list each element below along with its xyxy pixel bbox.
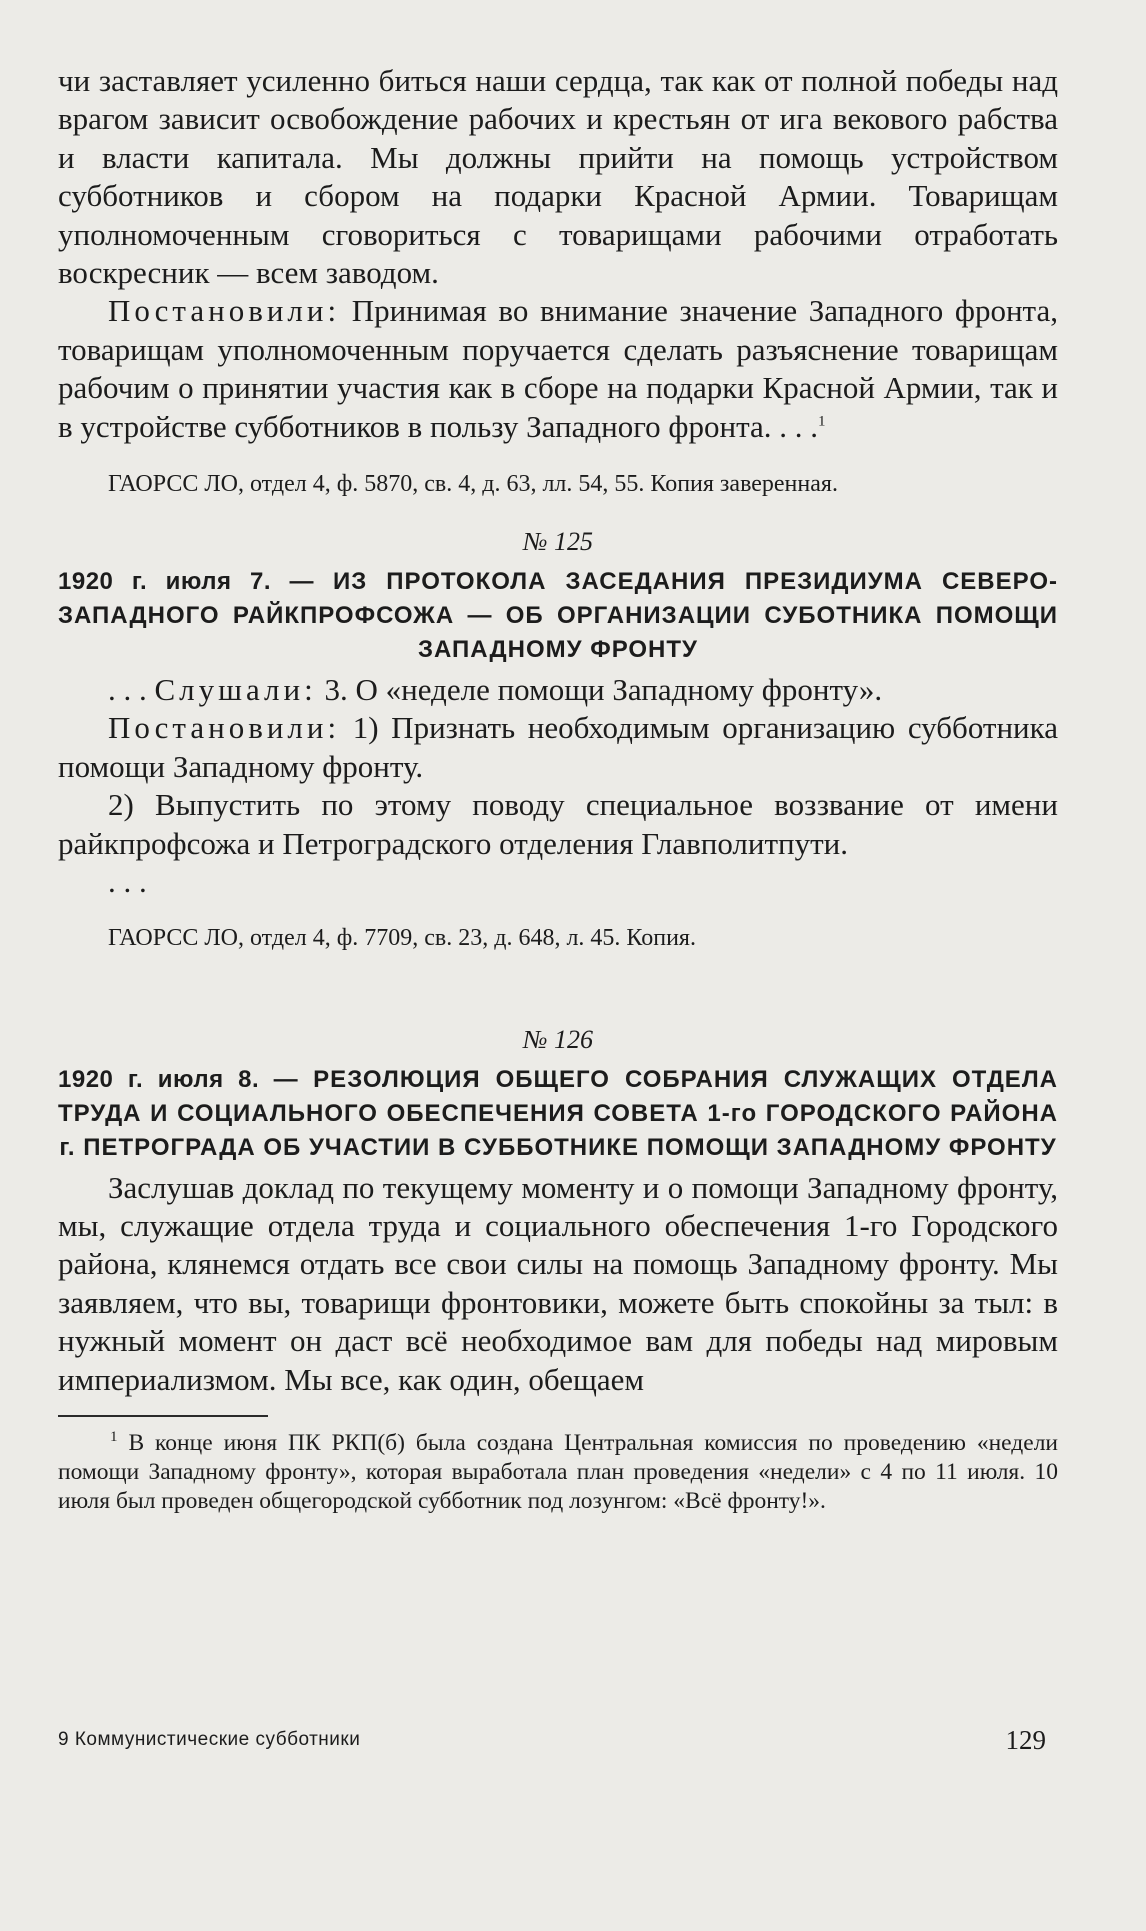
footnote-text: В конце июня ПК РКП(б) была создана Центральная комиссия по проведению «недели помощи Западному фронту», которая выработала план проведения «недели» с 4 по 11 июля. 10 июля был проведен общегородской субботник под лозунгом: «Всё фронту!». [58, 1429, 1058, 1514]
resolved-text: 1) Признать необходимым организацию субботника помощи Западному фронту. [58, 710, 1058, 784]
page-content [58, 62, 1058, 1516]
document-number: № 126 [522, 1024, 593, 1054]
resolved-paragraph [58, 709, 1058, 786]
intro-resolution [58, 292, 1058, 446]
document-heading [58, 565, 1058, 667]
heard-label: Слушали: [154, 672, 317, 708]
resolution-item-2: 2) Выпустить по этому поводу специальное воззвание от имени райкпрофсожа и Петроградского отделения Главполитпути. [58, 787, 1058, 861]
document-title: РЕЗОЛЮЦИЯ ОБЩЕГО СОБРАНИЯ СЛУЖАЩИХ ОТДЕЛА ТРУДА И СОЦИАЛЬНОГО ОБЕСПЕЧЕНИЯ СОВЕТА 1-го ГОРОДСКОГО РАЙОНА г. ПЕТРОГРАДА ОБ УЧАСТИИ В СУББОТНИКЕ ПОМОЩИ ЗАПАДНОМУ ФРОНТУ [58, 1065, 1058, 1161]
heard-text: 3. О «неделе помощи Западному фронту». [316, 672, 883, 708]
page-number: 129 [1005, 1725, 1046, 1755]
footnote-mark: 1 [110, 1429, 118, 1446]
page-footer [58, 1725, 1046, 1759]
footnote [58, 1429, 1058, 1516]
intro-paragraph: чи заставляет усиленно биться наши сердца, так как от полной победы над врагом зависит освобождение рабочих и крестьян от ига векового рабства и власти капитала. Мы должны прийти на помощь устройством субботников и сбором на подарки Красной Армии. Товарищам уполномоченным сговориться с товарищами рабочими отработать воскресник — всем заводом. [58, 63, 1058, 291]
heard-line: . . . Слушали: 3. О «неделе помощи Западному фронту». [108, 672, 883, 708]
signature-mark: 9 Коммунистические субботники [58, 1729, 361, 1750]
document-number: № 125 [522, 527, 593, 557]
footnote-mark: 1 [818, 413, 826, 430]
document-date: 1920 г. июля 8. — [58, 1065, 299, 1093]
footnote-divider [58, 1415, 268, 1417]
resolution-text-body: Заслушав доклад по текущему моменту и о помощи Западному фронту, мы, служащие отдела труда и социального обеспечения 1-го Городского района, клянемся отдать все свои силы на помощь Западному фронту. Мы заявляем, что вы, товарищи фронтовики, можете быть спокойны за тыл: в нужный момент он даст всё необходимое вам для победы над мировым империализмом. Мы все, как один, обещаем [58, 1169, 1058, 1397]
archive-source: ГАОРСС ЛО, отдел 4, ф. 7709, св. 23, д. 648, л. 45. Копия. [108, 924, 696, 951]
document-date: 1920 г. июля 7. — [58, 568, 314, 596]
document-heading [58, 1063, 1058, 1165]
resolution-text: Принимая во внимание значение Западного фронта, товарищам уполномоченным поручается сделать разъяснение товарищам рабочим о принятии участия как в сборе на подарки Красной Армии, так и в устройстве субботников в пользу Западного фронта. . . . [58, 293, 1058, 444]
ellipsis: . . . [108, 864, 147, 900]
document-title: ИЗ ПРОТОКОЛА ЗАСЕДАНИЯ ПРЕЗИДИУМА СЕВЕРО-ЗАПАДНОГО РАЙКПРОФСОЖА — ОБ ОРГАНИЗАЦИИ СУБОТНИКА ПОМОЩИ ЗАПАДНОМУ ФРОНТУ [58, 568, 1058, 664]
resolution-label: Постановили: [108, 293, 341, 329]
archive-source: ГАОРСС ЛО, отдел 4, ф. 5870, св. 4, д. 63, лл. 54, 55. Копия заверенная. [108, 471, 838, 498]
resolved-label: Постановили: [108, 710, 341, 746]
